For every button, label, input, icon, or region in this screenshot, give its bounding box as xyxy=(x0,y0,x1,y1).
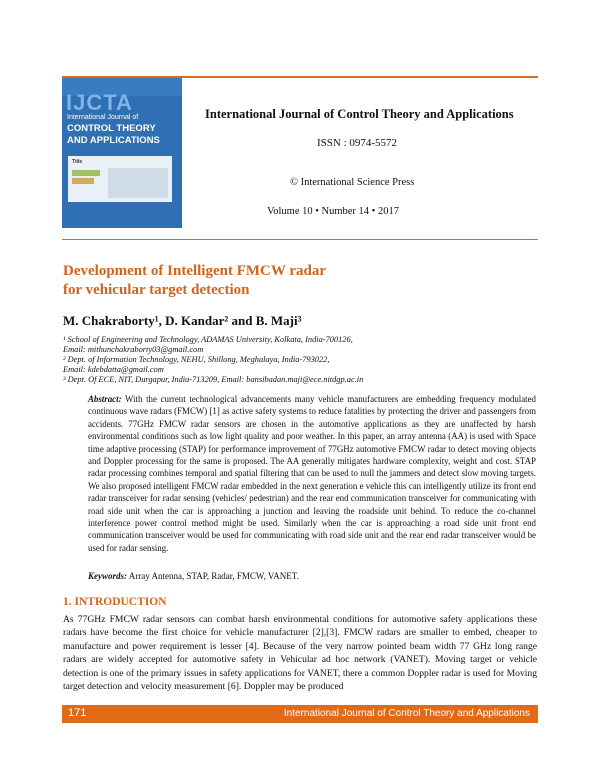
introduction-text: As 77GHz FMCW radar sensors can combat harsh environmental conditions for automotive safety applications these radars have become the first choice for vehicle manufacturer [2],[3]. FMCW radars are smaller to embed, cheaper to manufacture and power requirement is lesser [4]. Because of the very narrow pointed beam width 77 GHz long range radars are widely accepted for automotive safety in Vehicular ad hoc network (VANET). Moving target or vehicle detection is one of the primary issues in safety applications for VANET, there a common Doppler radar is used for Moving target detection and velocity measurement [6]. Doppler may be produced xyxy=(63,614,537,693)
affiliation-line: Email: kdebdatta@gmail.com xyxy=(63,365,164,374)
cover-panel-title: Title xyxy=(72,159,83,165)
affiliation-line: ³ Dept. Of ECE, NIT, Durgapur, India-713209, Email: bansibadan.maji@ece.nitdgp.ac.in xyxy=(63,375,364,384)
section-heading-introduction: 1. INTRODUCTION xyxy=(63,596,167,608)
keywords-label: Keywords: xyxy=(88,571,127,581)
journal-title: International Journal of Control Theory and Applications xyxy=(205,107,514,121)
cover-panel-bar xyxy=(72,178,94,184)
affiliation-line: ¹ School of Engineering and Technology, ADAMAS University, Kolkata, India-700126, xyxy=(63,335,353,344)
paper-title xyxy=(63,262,326,300)
footer-journal-name: International Journal of Control Theory and Applications xyxy=(283,708,530,719)
paper-title-line2: for vehicular target detection xyxy=(63,282,250,298)
paper-authors: M. Chakraborty¹, D. Kandar² and B. Maji³ xyxy=(63,313,302,328)
keywords-text: Array Antenna, STAP, Radar, FMCW, VANET. xyxy=(128,571,299,581)
cover-panel-bar xyxy=(72,170,100,176)
affiliation-line: ² Dept. of Information Technology, NEHU, Shillong, Meghalaya, India-793022, xyxy=(63,355,330,364)
keywords xyxy=(88,571,299,581)
journal-copyright: © International Science Press xyxy=(290,177,415,188)
cover-panel-figure xyxy=(108,168,168,198)
abstract-label: Abstract: xyxy=(88,394,122,404)
paper-title-line1: Development of Intelligent FMCW radar xyxy=(63,263,327,279)
journal-cover-image xyxy=(62,78,182,228)
abstract-text: With the current technological advancements many vehicle manufacturers are embedding frequency modulated continuous wave radars (FMCW) [1] as active safety systems to reduce fatalities by protecting the driver and passengers from accidents. 77GHz FMCW radar sensors are chosen in the automotive applications as they are unaffected by harsh environmental conditions such as low light quality and poor weather. In this paper, an array antenna (AA) is used with Space time adaptive processing (STAP) for performance improvement of 77GHz automotive FMCW radar to detect moving objects and Doppler processing for the same is proposed. The AA generally mitigates hardware complexity, weight and cost. STAP radar processing combines temporal and spatial filtering that can be used to null the jammers and detect slow moving targets. We also proposed intelligent FMCW radar embedded in the next generation e vehicle this can intelligently utilize its front end radar transceiver for radar sensing (vehicles/ pedestrian) and the rear end communication transceiver for communicating with road side unit when the car is approaching a junction and leaving the roadside unit behind. To reduce the co-channel interference power control method might be used. Similarly when the car is approaching a road side unit front end communication transceiver would be used for communicating with road side unit and the rear end radar transceiver would be used for radar sensing. xyxy=(88,394,536,553)
header-bottom-rule xyxy=(62,239,538,240)
cover-title-line1: International Journal of xyxy=(67,114,139,121)
cover-title-line2: CONTROL THEORY xyxy=(67,123,156,134)
cover-panel xyxy=(68,156,172,202)
cover-title-line3: AND APPLICATIONS xyxy=(67,135,160,146)
page-number: 171 xyxy=(68,707,87,719)
journal-issn: ISSN : 0974-5572 xyxy=(317,137,398,149)
page-footer xyxy=(62,705,538,723)
journal-volume: Volume 10 • Number 14 • 2017 xyxy=(267,206,399,217)
abstract xyxy=(88,393,536,554)
affiliation-line: Email: mithunchakraborty03@gmail.com xyxy=(63,345,204,354)
cover-logo: IJCTA xyxy=(66,90,133,115)
